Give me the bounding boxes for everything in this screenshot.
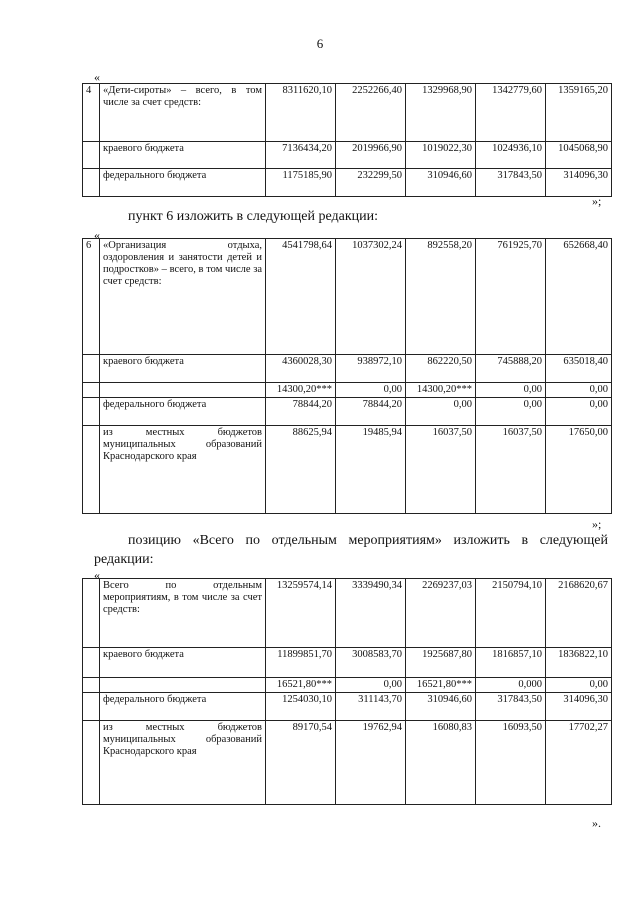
description-cell: краевого бюджета <box>100 648 266 678</box>
value-cell: 317843,50 <box>476 693 546 721</box>
value-cell: 19485,94 <box>336 426 406 514</box>
description-cell <box>100 383 266 398</box>
value-cell: 89170,54 <box>266 721 336 805</box>
value-cell: 311143,70 <box>336 693 406 721</box>
value-cell: 1254030,10 <box>266 693 336 721</box>
value-cell: 0,00 <box>406 398 476 426</box>
description-cell <box>100 678 266 693</box>
value-cell: 0,000 <box>476 678 546 693</box>
value-cell: 4360028,30 <box>266 355 336 383</box>
value-cell: 17702,27 <box>546 721 612 805</box>
description-cell: краевого бюджета <box>100 355 266 383</box>
row-number-cell <box>83 721 100 805</box>
table-otdykh <box>82 238 612 514</box>
table-row <box>83 383 612 398</box>
value-cell: 4541798,64 <box>266 239 336 355</box>
paragraph-poziciya-b: редакции: <box>94 552 154 567</box>
row-number-cell <box>83 169 100 197</box>
table-row <box>83 693 612 721</box>
table-row <box>83 579 612 648</box>
value-cell: 2269237,03 <box>406 579 476 648</box>
value-cell: 310946,60 <box>406 169 476 197</box>
row-number-cell <box>83 693 100 721</box>
value-cell: 2150794,10 <box>476 579 546 648</box>
value-cell: 3008583,70 <box>336 648 406 678</box>
value-cell: 862220,50 <box>406 355 476 383</box>
description-cell: из местных бюджетов муниципальных образований Краснодарского края <box>100 426 266 514</box>
value-cell: 314096,30 <box>546 693 612 721</box>
value-cell: 0,00 <box>476 398 546 426</box>
page-number: 6 <box>316 36 324 51</box>
row-number-cell <box>83 648 100 678</box>
value-cell: 1037302,24 <box>336 239 406 355</box>
value-cell: 310946,60 <box>406 693 476 721</box>
description-cell: «Дети-сироты» – всего, в том числе за счет средств: <box>100 84 266 142</box>
value-cell: 1342779,60 <box>476 84 546 142</box>
value-cell: 78844,20 <box>336 398 406 426</box>
value-cell: 16521,80*** <box>266 678 336 693</box>
open-quote-1: « <box>94 70 100 84</box>
row-number-cell <box>83 355 100 383</box>
description-cell: из местных бюджетов муниципальных образований Краснодарского края <box>100 721 266 805</box>
value-cell: 16037,50 <box>406 426 476 514</box>
open-quote-3: « <box>94 568 100 582</box>
value-cell: 1329968,90 <box>406 84 476 142</box>
value-cell: 0,00 <box>476 383 546 398</box>
value-cell: 232299,50 <box>336 169 406 197</box>
value-cell: 892558,20 <box>406 239 476 355</box>
value-cell: 13259574,14 <box>266 579 336 648</box>
row-number-cell: 6 <box>83 239 100 355</box>
table-row <box>83 721 612 805</box>
table-row <box>83 426 612 514</box>
description-cell: федерального бюджета <box>100 398 266 426</box>
row-number-cell <box>83 383 100 398</box>
row-number-cell <box>83 579 100 648</box>
close-quote-3: ». <box>592 816 601 830</box>
description-cell: Всего по отдельным мероприятиям, в том числе за счет средств: <box>100 579 266 648</box>
value-cell: 317843,50 <box>476 169 546 197</box>
value-cell: 1816857,10 <box>476 648 546 678</box>
row-number-cell <box>83 142 100 169</box>
value-cell: 17650,00 <box>546 426 612 514</box>
table-row <box>83 678 612 693</box>
value-cell: 1045068,90 <box>546 142 612 169</box>
value-cell: 14300,20*** <box>266 383 336 398</box>
value-cell: 0,00 <box>546 678 612 693</box>
value-cell: 652668,40 <box>546 239 612 355</box>
value-cell: 16093,50 <box>476 721 546 805</box>
value-cell: 2019966,90 <box>336 142 406 169</box>
value-cell: 635018,40 <box>546 355 612 383</box>
value-cell: 745888,20 <box>476 355 546 383</box>
close-quote-1: »; <box>592 194 602 208</box>
value-cell: 16080,83 <box>406 721 476 805</box>
table-row <box>83 142 612 169</box>
value-cell: 16037,50 <box>476 426 546 514</box>
value-cell: 14300,20*** <box>406 383 476 398</box>
value-cell: 0,00 <box>546 383 612 398</box>
value-cell: 314096,30 <box>546 169 612 197</box>
value-cell: 761925,70 <box>476 239 546 355</box>
value-cell: 3339490,34 <box>336 579 406 648</box>
value-cell: 88625,94 <box>266 426 336 514</box>
value-cell: 19762,94 <box>336 721 406 805</box>
description-cell: федерального бюджета <box>100 693 266 721</box>
value-cell: 78844,20 <box>266 398 336 426</box>
description-cell: краевого бюджета <box>100 142 266 169</box>
value-cell: 1024936,10 <box>476 142 546 169</box>
table-row <box>83 169 612 197</box>
value-cell: 1175185,90 <box>266 169 336 197</box>
row-number-cell: 4 <box>83 84 100 142</box>
table-deti-siroty <box>82 83 612 197</box>
paragraph-punkt-6: пункт 6 изложить в следующей редакции: <box>128 209 378 224</box>
table-row <box>83 239 612 355</box>
value-cell: 2168620,67 <box>546 579 612 648</box>
value-cell: 2252266,40 <box>336 84 406 142</box>
value-cell: 1019022,30 <box>406 142 476 169</box>
description-cell: «Организация отдыха, оздоровления и занятости детей и подростков» – всего, в том числе за счет средств: <box>100 239 266 355</box>
value-cell: 1925687,80 <box>406 648 476 678</box>
paragraph-poziciya-a: позицию «Всего по отдельным мероприятиям» изложить в следующей <box>128 533 608 548</box>
table-row <box>83 355 612 383</box>
value-cell: 938972,10 <box>336 355 406 383</box>
open-quote-2: « <box>94 228 100 242</box>
value-cell: 0,00 <box>336 383 406 398</box>
table-row <box>83 84 612 142</box>
row-number-cell <box>83 426 100 514</box>
value-cell: 1836822,10 <box>546 648 612 678</box>
table-row <box>83 398 612 426</box>
row-number-cell <box>83 678 100 693</box>
value-cell: 11899851,70 <box>266 648 336 678</box>
table-vsego <box>82 578 612 805</box>
value-cell: 1359165,20 <box>546 84 612 142</box>
value-cell: 16521,80*** <box>406 678 476 693</box>
value-cell: 7136434,20 <box>266 142 336 169</box>
value-cell: 0,00 <box>336 678 406 693</box>
value-cell: 0,00 <box>546 398 612 426</box>
close-quote-2: »; <box>592 517 602 531</box>
value-cell: 8311620,10 <box>266 84 336 142</box>
description-cell: федерального бюджета <box>100 169 266 197</box>
table-row <box>83 648 612 678</box>
row-number-cell <box>83 398 100 426</box>
